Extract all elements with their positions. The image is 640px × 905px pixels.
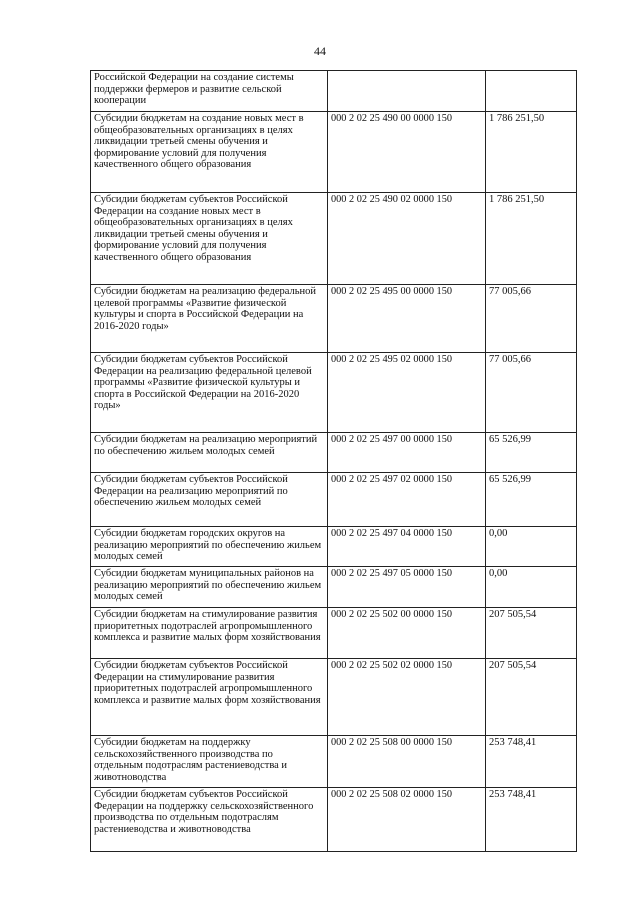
table-row bbox=[91, 193, 577, 285]
row-code-cell: 000 2 02 25 502 02 0000 150 bbox=[328, 659, 486, 736]
row-amount-cell: 1 786 251,50 bbox=[486, 193, 577, 285]
table-row bbox=[91, 353, 577, 433]
row-amount-cell: 65 526,99 bbox=[486, 473, 577, 527]
row-name-cell: Субсидии бюджетам на создание новых мест в общеобразовательных организациях в целях ликвидации третьей смены обучения и формирование условий для получения качественного общего образования bbox=[91, 112, 328, 193]
row-amount-cell: 77 005,66 bbox=[486, 285, 577, 353]
row-name-cell: Субсидии бюджетам субъектов Российской Федерации на реализацию мероприятий по обеспечению жильем молодых семей bbox=[91, 473, 328, 527]
row-name-cell: Субсидии бюджетам на реализацию федеральной целевой программы «Развитие физической культуры и спорта в Российской Федерации на 2016-2020 годы» bbox=[91, 285, 328, 353]
row-amount-cell: 77 005,66 bbox=[486, 353, 577, 433]
row-code-cell bbox=[328, 71, 486, 112]
row-amount-cell: 253 748,41 bbox=[486, 736, 577, 788]
row-amount-cell bbox=[486, 71, 577, 112]
table-row bbox=[91, 567, 577, 608]
row-code-cell: 000 2 02 25 497 04 0000 150 bbox=[328, 527, 486, 567]
table-row bbox=[91, 736, 577, 788]
row-code-cell: 000 2 02 25 508 02 0000 150 bbox=[328, 788, 486, 852]
table-row bbox=[91, 608, 577, 659]
row-name-cell: Субсидии бюджетам субъектов Российской Федерации на создание новых мест в общеобразовательных организациях в целях ликвидации третьей смены обучения и формирование условий для получения качественного общего образования bbox=[91, 193, 328, 285]
table-row bbox=[91, 527, 577, 567]
row-amount-cell: 1 786 251,50 bbox=[486, 112, 577, 193]
row-name-cell: Субсидии бюджетам субъектов Российской Федерации на реализацию федеральной целевой программы «Развитие физической культуры и спорта в Российской Федерации на 2016-2020 годы» bbox=[91, 353, 328, 433]
row-code-cell: 000 2 02 25 497 00 0000 150 bbox=[328, 433, 486, 473]
row-code-cell: 000 2 02 25 497 05 0000 150 bbox=[328, 567, 486, 608]
table-row bbox=[91, 659, 577, 736]
row-amount-cell: 207 505,54 bbox=[486, 659, 577, 736]
row-name-cell: Российской Федерации на создание системы поддержки фермеров и развитие сельской кооперации bbox=[91, 71, 328, 112]
row-amount-cell: 207 505,54 bbox=[486, 608, 577, 659]
row-code-cell: 000 2 02 25 490 02 0000 150 bbox=[328, 193, 486, 285]
table-row bbox=[91, 788, 577, 852]
table-row bbox=[91, 112, 577, 193]
row-amount-cell: 65 526,99 bbox=[486, 433, 577, 473]
table-row bbox=[91, 473, 577, 527]
row-amount-cell: 0,00 bbox=[486, 527, 577, 567]
row-code-cell: 000 2 02 25 502 00 0000 150 bbox=[328, 608, 486, 659]
budget-table bbox=[90, 70, 577, 852]
row-name-cell: Субсидии бюджетам субъектов Российской Федерации на поддержку сельскохозяйственного производства по отдельным подотраслям растениеводства и животноводства bbox=[91, 788, 328, 852]
row-amount-cell: 0,00 bbox=[486, 567, 577, 608]
row-code-cell: 000 2 02 25 490 00 0000 150 bbox=[328, 112, 486, 193]
row-name-cell: Субсидии бюджетам муниципальных районов на реализацию мероприятий по обеспечению жильем молодых семей bbox=[91, 567, 328, 608]
row-name-cell: Субсидии бюджетам на поддержку сельскохозяйственного производства по отдельным подотраслям растениеводства и животноводства bbox=[91, 736, 328, 788]
row-amount-cell: 253 748,41 bbox=[486, 788, 577, 852]
row-name-cell: Субсидии бюджетам субъектов Российской Федерации на стимулирование развития приоритетных подотраслей агропромышленного комплекса и развитие малых форм хозяйствования bbox=[91, 659, 328, 736]
row-code-cell: 000 2 02 25 495 02 0000 150 bbox=[328, 353, 486, 433]
row-name-cell: Субсидии бюджетам на стимулирование развития приоритетных подотраслей агропромышленного комплекса и развитие малых форм хозяйствования bbox=[91, 608, 328, 659]
row-code-cell: 000 2 02 25 508 00 0000 150 bbox=[328, 736, 486, 788]
page-number: 44 bbox=[314, 44, 326, 58]
row-name-cell: Субсидии бюджетам на реализацию мероприятий по обеспечению жильем молодых семей bbox=[91, 433, 328, 473]
row-code-cell: 000 2 02 25 495 00 0000 150 bbox=[328, 285, 486, 353]
row-code-cell: 000 2 02 25 497 02 0000 150 bbox=[328, 473, 486, 527]
row-name-cell: Субсидии бюджетам городских округов на реализацию мероприятий по обеспечению жильем молодых семей bbox=[91, 527, 328, 567]
table-row bbox=[91, 285, 577, 353]
table-row bbox=[91, 71, 577, 112]
table-row bbox=[91, 433, 577, 473]
